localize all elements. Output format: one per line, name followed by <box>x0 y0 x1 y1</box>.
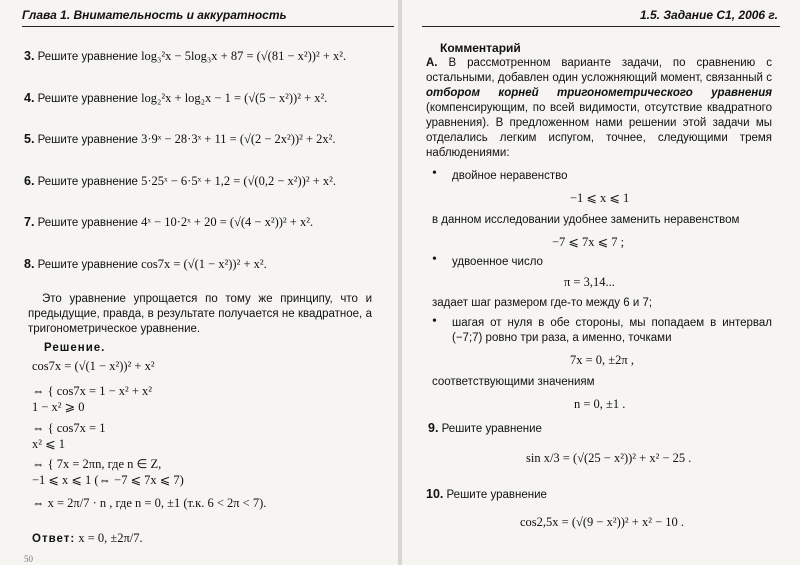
solution-line: ⇔ { cos7x = 1 − x² + x² <box>32 384 153 398</box>
problem-equation: cos7x = (√(1 − x²))² + x². <box>141 257 267 271</box>
problem-number: 8. <box>24 257 35 271</box>
problem-equation: 3·9ˣ − 28·3ˣ + 11 = (√(2 − 2x²))² + 2x². <box>141 132 336 146</box>
solution-line: x² ⩽ 1 <box>32 437 65 451</box>
comment-letter: А. <box>426 57 438 69</box>
problem-number: 9. <box>428 421 439 435</box>
problem-equation: 5·25ˣ − 6·5ˣ + 1,2 = (√(0,2 − x²))² + x². <box>141 174 337 188</box>
comment-emphasis: отбором корней тригонометрического уравнения <box>426 87 772 99</box>
problem-equation: 4ˣ − 10·2ˣ + 20 = (√(4 − x²))² + x². <box>141 215 314 229</box>
problem-10 <box>426 486 547 503</box>
equation: cos2,5x = (√(9 − x²))² + x² − 10 . <box>520 515 684 529</box>
left-page-header: Глава 1. Внимательность и аккуратность <box>22 8 287 22</box>
solution-line: cos7x = (√(1 − x²))² + x² <box>32 359 155 373</box>
solution-line: −1 ⩽ x ⩽ 1 (⇔ −7 ⩽ 7x ⩽ 7) <box>32 473 184 487</box>
page-number: 50 <box>24 554 33 564</box>
right-page-header: 1.5. Задание С1, 2006 г. <box>639 8 778 22</box>
solution-line: 1 − x² ⩾ 0 <box>32 400 85 414</box>
answer-value: x = 0, ±2π/7. <box>78 531 143 545</box>
body-text: соответствующими значениям <box>432 376 595 388</box>
problem-number: 3. <box>24 49 35 63</box>
problem-label: Решите уравнение <box>441 423 542 435</box>
equation: −7 ⩽ 7x ⩽ 7 ; <box>552 235 625 249</box>
bullet-dot: • <box>432 314 437 329</box>
comment-paragraph <box>426 56 772 161</box>
comment-title: Комментарий <box>440 41 521 55</box>
problem-4 <box>24 90 327 107</box>
problem-equation: log₂²x + log₂x − 1 = (√(5 − x²))² + x². <box>141 91 328 105</box>
solution-line: ⇔ x = 2π/7 · n , где n = 0, ±1 (т.к. 6 < 2π < 7). <box>32 496 267 510</box>
problem-label: Решите уравнение <box>446 489 547 501</box>
bullet-dot: • <box>432 252 437 267</box>
equation: sin x/3 = (√(25 − x²))² + x² − 25 . <box>526 451 692 465</box>
left-page <box>0 0 398 565</box>
solution-line: ⇔ { 7x = 2πn, где n ∈ Z, <box>32 457 162 471</box>
bullet-text: шагая от нуля в обе стороны, мы попадаем в интервал (−7;7) ровно три раза, а именно, точками <box>452 317 772 344</box>
equation: −1 ⩽ x ⩽ 1 <box>570 191 630 205</box>
answer-label: Ответ: <box>32 533 76 545</box>
header-rule <box>22 26 394 27</box>
problem-label: Решите уравнение <box>37 259 138 271</box>
bullet-text: удвоенное число <box>452 256 543 268</box>
comment-text: (компенсирующим, по всей видимости, отсутствие квадратного уравнения). В предложенном нами решении этой задачи мы отделались легким испугом, точнее, следующими тремя наблюдениями: <box>426 102 772 159</box>
body-text: в данном исследовании удобнее заменить неравенством <box>432 214 740 226</box>
problem-8 <box>24 256 267 273</box>
solution-title: Решение. <box>44 342 106 354</box>
equation: n = 0, ±1 . <box>574 397 626 411</box>
problem-7 <box>24 214 313 231</box>
equation: 7x = 0, ±2π , <box>570 353 634 367</box>
problem-number: 7. <box>24 215 35 229</box>
explanation-paragraph: Это уравнение упрощается по тому же принципу, что и предыдущие, правда, в результате получается не квадратное, а тригонометрическое уравнение. <box>28 293 372 335</box>
problem-number: 5. <box>24 132 35 146</box>
problem-number: 6. <box>24 174 35 188</box>
bullet-text: двойное неравенство <box>452 170 568 182</box>
answer <box>32 530 143 547</box>
comment-text: В рассмотренном варианте задачи, по сравнению с остальными, добавлен один усложняющий момент, связанный с <box>426 57 772 84</box>
problem-label: Решите уравнение <box>37 93 138 105</box>
bullet-dot: • <box>432 166 437 181</box>
problem-label: Решите уравнение <box>37 51 138 63</box>
problem-label: Решите уравнение <box>37 217 138 229</box>
problem-6 <box>24 173 336 190</box>
problem-number: 10. <box>426 487 444 501</box>
equation: π = 3,14... <box>564 275 615 289</box>
header-rule <box>422 26 780 27</box>
solution-line: ⇔ { cos7x = 1 <box>32 421 106 435</box>
problem-number: 4. <box>24 91 35 105</box>
problem-3 <box>24 48 346 65</box>
problem-5 <box>24 131 336 148</box>
problem-equation: log₃²x − 5log₃x + 87 = (√(81 − x²))² + x². <box>141 49 347 63</box>
problem-9 <box>428 420 542 437</box>
problem-label: Решите уравнение <box>37 176 138 188</box>
right-page <box>402 0 800 565</box>
body-text: задает шаг размером где-то между 6 и 7; <box>432 297 653 309</box>
problem-label: Решите уравнение <box>37 134 138 146</box>
